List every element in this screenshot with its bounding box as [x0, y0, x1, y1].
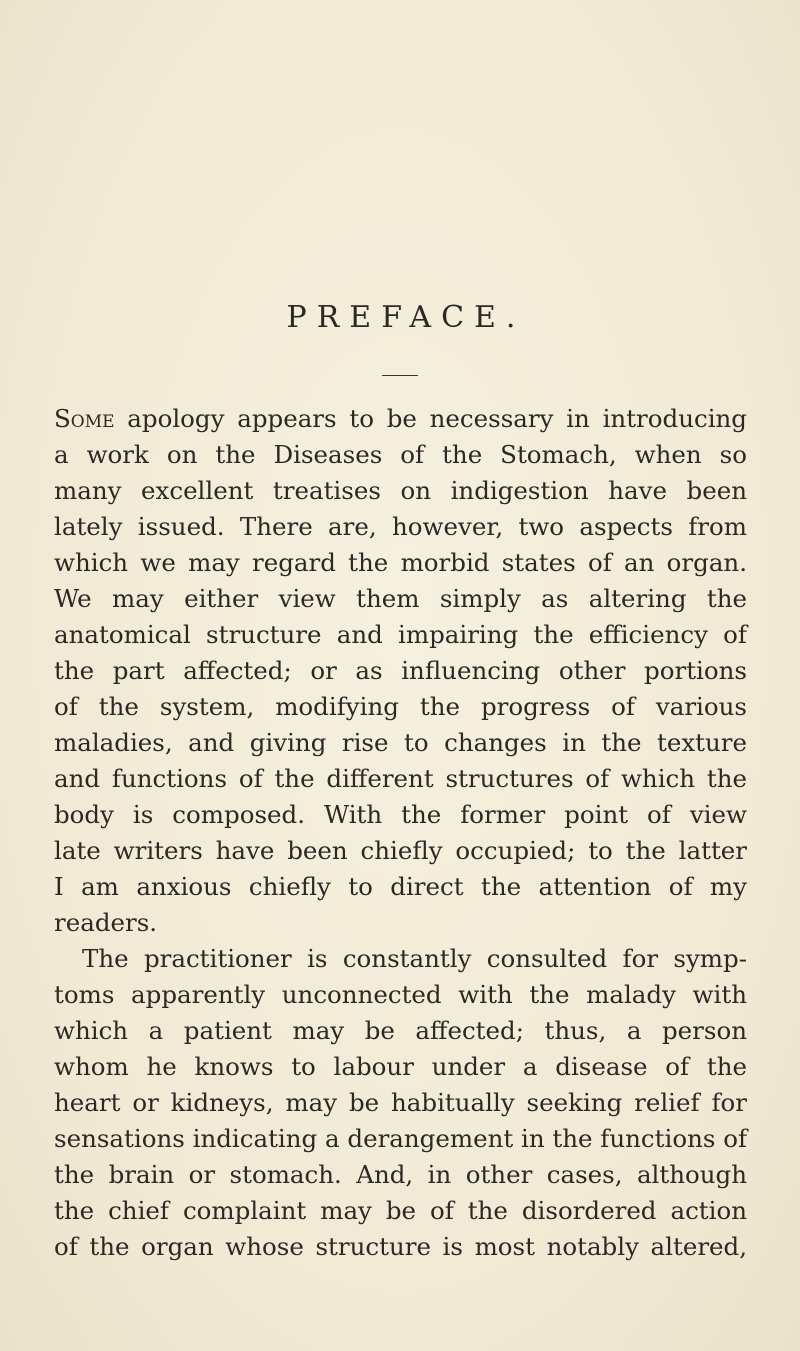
text-line: The practitioner is constantly consulted for symp-: [82, 944, 747, 973]
text-line: whom he knows to labour under a disease of the: [54, 1052, 747, 1081]
text-line: the brain or stomach. And, in other cases, although: [54, 1160, 747, 1189]
lead-word: Some: [54, 404, 115, 433]
text-line: heart or kidneys, may be habitually seeking relief for: [54, 1088, 747, 1117]
text-line: body is composed. With the former point of view: [54, 800, 747, 829]
text-line: many excellent treatises on indigestion have been: [54, 476, 747, 505]
text-line: a work on the Diseases of the Stomach, when so: [54, 440, 747, 469]
text-line: We may either view them simply as altering the: [54, 584, 747, 613]
text-line: of the system, modifying the progress of various: [54, 692, 747, 721]
text-line: anatomical structure and impairing the efficiency of: [54, 620, 747, 649]
text-line: which a patient may be affected; thus, a person: [54, 1016, 747, 1045]
text-line: which we may regard the morbid states of an organ.: [54, 548, 747, 577]
text-line: sensations indicating a derangement in the functions of: [54, 1124, 748, 1153]
text-line: toms apparently unconnected with the malady with: [54, 980, 747, 1009]
text-line: readers.: [54, 908, 158, 937]
text-line: and functions of the different structures of which the: [54, 764, 747, 793]
text-line: lately issued. There are, however, two aspects from: [54, 512, 747, 541]
page-title: PREFACE.: [286, 300, 526, 335]
text-line: the part affected; or as influencing other portions: [54, 656, 747, 685]
preface-body: [54, 401, 747, 1265]
text-line: [54, 401, 747, 437]
text-line: maladies, and giving rise to changes in the texture: [54, 728, 747, 757]
line-text: apology appears to be necessary in introducing: [114, 404, 747, 433]
text-line: of the organ whose structure is most notably altered,: [54, 1232, 747, 1261]
text-line: the chief complaint may be of the disordered action: [54, 1196, 747, 1225]
text-line: I am anxious chiefly to direct the attention of my: [54, 872, 747, 901]
text-line: late writers have been chiefly occupied; to the latter: [54, 836, 747, 865]
title-divider: [382, 375, 418, 376]
